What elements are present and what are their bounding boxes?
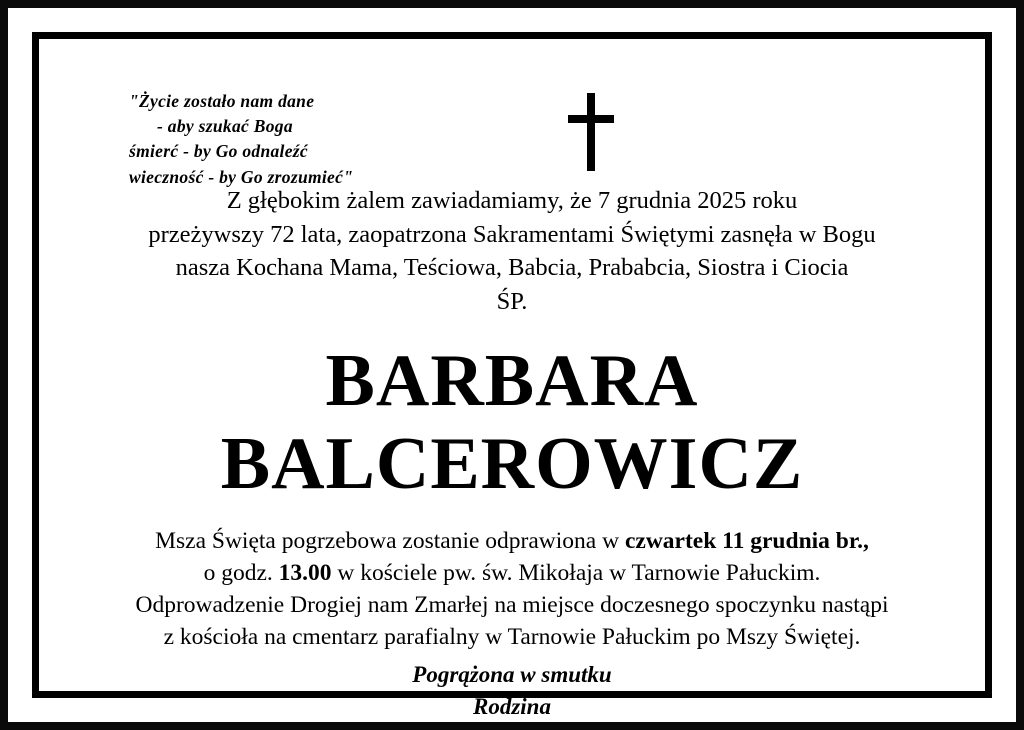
notice-header-row: [87, 77, 937, 187]
details-line-1-emphasis: czwartek 11 grudnia br.,: [624, 528, 869, 554]
notice-content: [77, 73, 947, 719]
deceased-first-name: BARBARA: [325, 340, 699, 423]
details-line-4: z kościoła na cmentarz parafialny w Tarnowie Pałuckim po Mszy Świętej.: [163, 623, 861, 650]
announcement-line-4: ŚP.: [496, 287, 528, 315]
mourning-text: Pogrążona w smutku: [412, 661, 612, 687]
motto-line-3: śmierć - by Go odnaleźć: [129, 141, 308, 162]
announcement-line-1: Z głębokim żalem zawiadamiamy, że 7 grudnia 2025 roku: [226, 187, 798, 214]
notice-outer-border: [8, 8, 1016, 722]
details-line-3: Odprowadzenie Drogiej nam Zmarłej na miejsce doczesnego spoczynku nastąpi: [135, 591, 889, 618]
details-line-1: [87, 526, 937, 558]
funeral-details: [87, 526, 937, 654]
motto-line-2: - aby szukać Boga: [157, 116, 293, 137]
details-line-2-time: 13.00: [278, 559, 332, 586]
cross-horizontal-bar: [568, 115, 614, 123]
motto-line-1: "Życie zostało nam dane: [129, 91, 315, 111]
details-line-2-prefix: o godz.: [203, 559, 279, 586]
family-signature: Rodzina: [473, 693, 551, 719]
details-line-2-suffix: w kościele pw. św. Mikołaja w Tarnowie Pałuckim.: [331, 559, 821, 586]
cross-icon: [561, 93, 621, 171]
details-line-1-text: Msza Święta pogrzebowa zostanie odprawiona w: [155, 528, 625, 554]
deceased-name: [87, 340, 937, 506]
announcement-block: [87, 184, 937, 318]
deceased-last-name: BALCEROWICZ: [220, 423, 804, 506]
announcement-line-3: nasza Kochana Mama, Teściowa, Babcia, Prababcia, Siostra i Ciocia: [175, 254, 849, 282]
details-line-2: [87, 558, 937, 590]
notice-inner-rule: [32, 32, 992, 719]
cross-vertical-bar: [587, 93, 595, 171]
motto-line-4: wieczność - by Go zrozumieć": [129, 166, 354, 187]
motto-block: [129, 89, 353, 190]
announcement-line-2: przeżywszy 72 lata, zaopatrzona Sakramentami Świętymi zasnęła w Bogu: [148, 220, 876, 248]
